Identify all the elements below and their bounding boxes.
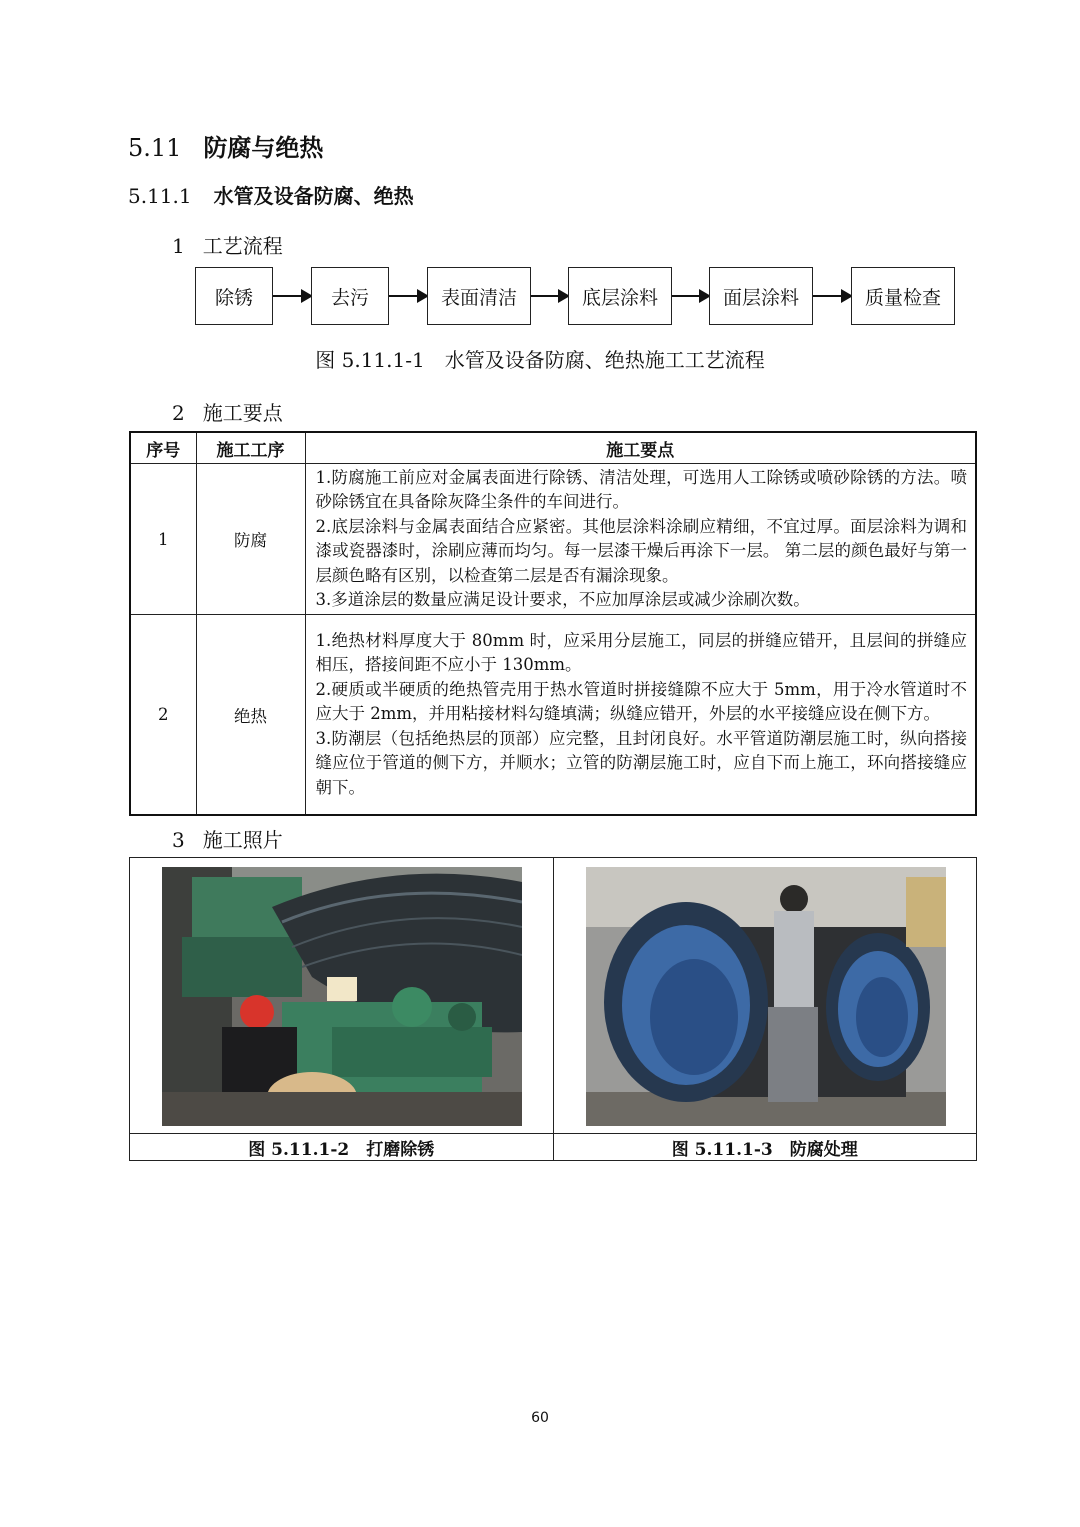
section-number: 5.11 xyxy=(128,134,182,162)
row-points-content: 1.防腐施工前应对金属表面进行除锈、清洁处理，可选用人工除锈或喷砂除锈的方法。喷砂除锈宜在具备除灰降尘条件的车间进行。 2.底层涂料与金属表面结合应紧密。其他层涂料涂刷应精细，不宜过厚。面层涂料为调和漆或瓷器漆时，涂刷应薄而均匀。每一层漆干燥后再涂下一层。 第二层的颜色最好与第一层颜色略有区别，以检查第二层是否有漏涂现象。 3.多道涂层的数量应满足设计要求，不应加厚涂层或减少涂刷次数。 xyxy=(315,467,967,609)
row-no: 1 xyxy=(130,464,196,615)
row-procedure: 防腐 xyxy=(196,464,305,615)
photo-caption-right: 图 5.11.1-3 防腐处理 xyxy=(553,1134,977,1161)
photos-heading xyxy=(172,824,283,853)
construction-points-table xyxy=(129,431,977,816)
process-flowchart xyxy=(195,267,955,327)
section-heading xyxy=(128,128,323,163)
photo-pipe-grinding xyxy=(162,867,522,1126)
points-number: 2 xyxy=(172,401,185,425)
table-row xyxy=(130,464,976,615)
header-points: 施工要点 xyxy=(305,432,976,464)
table-header-row xyxy=(130,432,976,464)
photo-cell-right xyxy=(553,858,977,1134)
points-heading xyxy=(172,397,283,426)
row-points-text xyxy=(305,464,976,615)
subsection-title: 水管及设备防腐、绝热 xyxy=(213,184,414,208)
flow-step-4: 底层涂料 xyxy=(568,267,672,325)
flow-step-6: 质量检查 xyxy=(851,267,955,325)
flow-arrow xyxy=(672,295,709,297)
header-procedure: 施工工序 xyxy=(196,432,305,464)
flow-step-5: 面层涂料 xyxy=(709,267,813,325)
table-row xyxy=(130,615,976,816)
row-no: 2 xyxy=(130,615,196,816)
flow-step-2: 去污 xyxy=(311,267,389,325)
row-points-content: 1.绝热材料厚度大于 80mm 时，应采用分层施工，同层的拼缝应错开，且层间的拼缝应相压，搭接间距不应小于 130mm。 2.硬质或半硬质的绝热管壳用于热水管道时拼接缝隙不应大于 5mm，用于冷水管道时不应大于 2mm，并用粘接材料勾缝填满；纵缝应错开，外层的水平接缝应设在侧下方。 3.防潮层（包括绝热层的顶部）应完整，且封闭良好。水平管道防潮层施工时，纵向搭接缝应位于管道的侧下方，并顺水；立管的防潮层施工时，应自下而上施工，环向搭接缝应朝下。 xyxy=(315,630,967,797)
header-no: 序号 xyxy=(130,432,196,464)
photo-cell-left xyxy=(130,858,554,1134)
row-procedure: 绝热 xyxy=(196,615,305,816)
flow-step-1: 除锈 xyxy=(195,267,273,325)
photo-caption-left: 图 5.11.1-2 打磨除锈 xyxy=(130,1134,554,1161)
flow-arrow xyxy=(531,295,568,297)
photos-number: 3 xyxy=(172,828,185,852)
flow-arrow xyxy=(389,295,427,297)
flow-step-3: 表面清洁 xyxy=(427,267,531,325)
section-title: 防腐与绝热 xyxy=(203,133,324,162)
page-number: 60 xyxy=(531,1410,549,1426)
process-heading xyxy=(172,230,283,259)
flowchart-caption: 图 5.11.1-1 水管及设备防腐、绝热施工工艺流程 xyxy=(315,348,765,372)
photo-anticorrosion xyxy=(586,867,946,1126)
points-title: 施工要点 xyxy=(202,401,283,425)
process-title: 工艺流程 xyxy=(202,234,283,258)
subsection-heading xyxy=(128,180,414,209)
photos-table xyxy=(129,857,977,1161)
row-points-text xyxy=(305,615,976,816)
flow-arrow xyxy=(813,295,851,297)
flow-arrow xyxy=(273,295,311,297)
process-number: 1 xyxy=(172,234,185,258)
photos-title: 施工照片 xyxy=(202,828,283,852)
subsection-number: 5.11.1 xyxy=(128,184,192,208)
